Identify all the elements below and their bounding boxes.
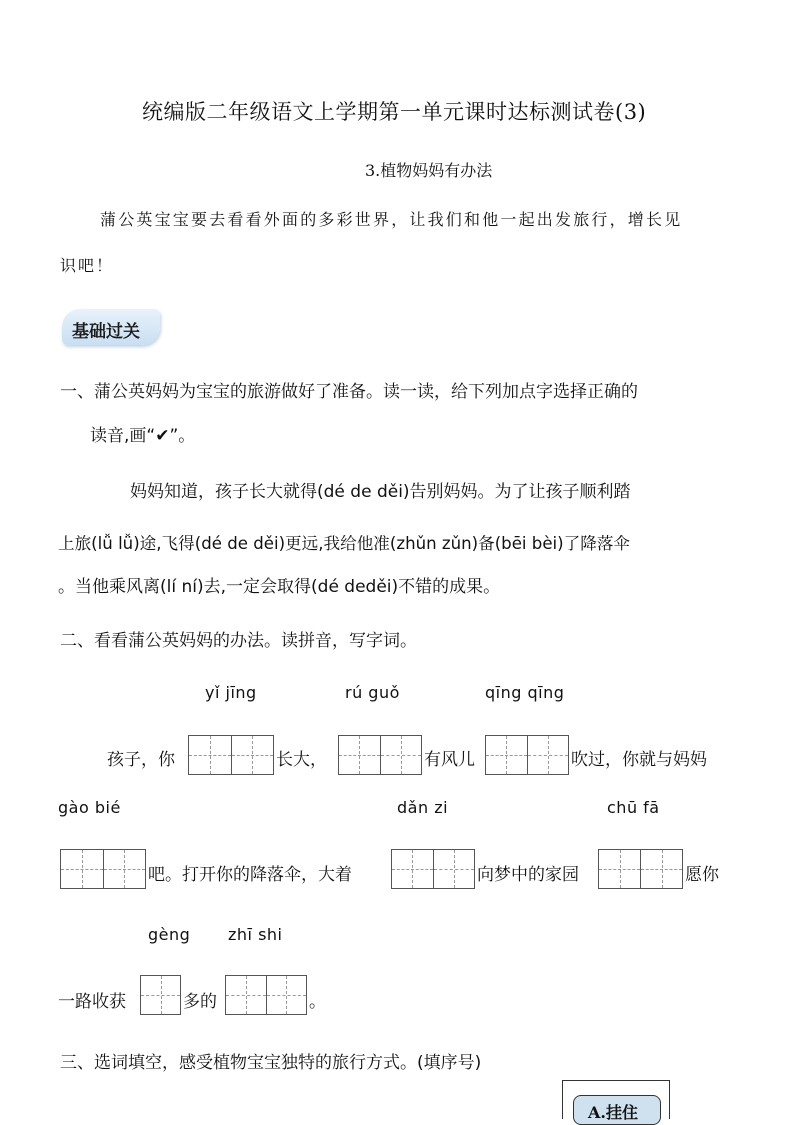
writing-grid-ru-guo[interactable] [338,735,422,775]
writing-grid-qing-qing[interactable] [485,735,569,775]
pinyin-ru-guo: rú guǒ [345,683,400,702]
row1-text-1: 孩子，你 [107,750,175,770]
row2-text-3: 愿你 [685,865,719,885]
pinyin-chu-fa: chū fā [607,798,660,817]
writing-grid-dan-zi[interactable] [391,849,475,889]
section-badge [62,309,160,345]
writing-grid-geng[interactable] [140,975,181,1015]
pinyin-yi-jing: yǐ jīng [205,683,257,702]
writing-grid-chu-fa[interactable] [598,849,683,889]
row1-text-2: 长大， [276,750,327,770]
writing-grid-zhi-shi[interactable] [225,975,307,1015]
q1-text-line-2: 上旅(lǚ lǚ)途,飞得(dé de děi)更远,我给他准(zhǔn zǔn)备(bēi bèi)了降落伞 [58,534,631,553]
q3-title: 三、选词填空，感受植物宝宝独特的旅行方式。(填序号) [60,1053,482,1073]
row3-text-1: 一路收获 [58,992,126,1012]
word-card-a-label: A.挂住 [588,1103,638,1122]
row1-text-4: 吹过，你就与妈妈 [571,750,707,770]
row3-text-2: 多的 [183,992,217,1012]
pinyin-zhi-shi: zhī shi [228,925,283,944]
page-title: 统编版二年级语文上学期第一单元课时达标测试卷(3) [142,100,647,124]
q1-title-line-1: 一、蒲公英妈妈为宝宝的旅游做好了准备。读一读，给下列加点字选择正确的 [60,382,638,402]
word-card-frame [562,1080,670,1122]
intro-line-2: 识吧！ [60,256,115,275]
pinyin-dan-zi: dǎn zi [397,798,449,817]
q1-text-line-3: 。当他乘风离(lí ní)去,一定会取得(dé deděi)不错的成果。 [58,577,501,597]
writing-grid-yi-jing[interactable] [188,735,274,775]
row1-text-3: 有风儿 [424,750,475,770]
word-card-a [573,1095,661,1125]
q1-title-line-2: 读音,画“✔”。 [90,426,196,446]
writing-grid-gao-bie[interactable] [60,849,146,889]
row3-text-3: 。 [309,992,326,1012]
pinyin-qing-qing: qīng qīng [485,683,565,702]
row2-text-1: 吧。打开你的降落伞，大着 [148,865,352,885]
q1-text-line-1: 妈妈知道，孩子长大就得(dé de děi)告别妈妈。为了让孩子顺利踏 [130,482,631,502]
section-badge-label: 基础过关 [72,322,140,342]
q2-title: 二、看看蒲公英妈妈的办法。读拼音，写字词。 [60,631,417,651]
pinyin-gao-bie: gào bié [58,798,121,817]
intro-line-1: 蒲公英宝宝要去看看外面的多彩世界，让我们和他一起出发旅行，增长见 [100,210,683,229]
pinyin-geng: gèng [148,925,191,944]
lesson-subtitle: 3.植物妈妈有办法 [365,161,493,180]
row2-text-2: 向梦中的家园 [477,865,579,885]
